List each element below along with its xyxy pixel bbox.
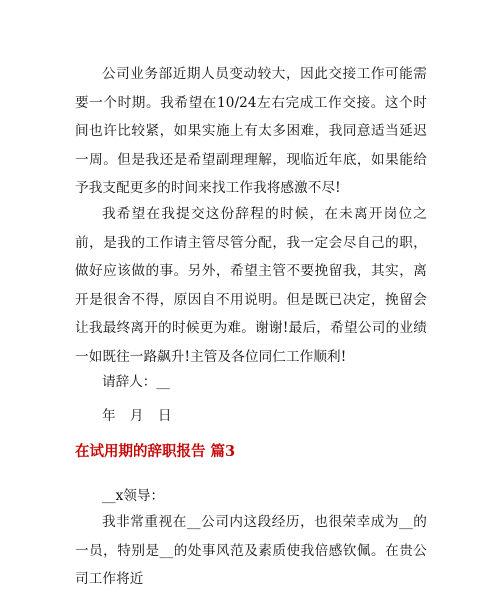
date-day-label: 日 — [157, 408, 172, 424]
salutation-line: __x领导： — [102, 488, 165, 504]
date-line — [102, 406, 181, 426]
body-paragraph-intro: 我非常重视在__公司内这段经历，也很荣幸成为__的一员，特别是__的处事风范及素质使我倍感钦佩。在贵公司工作将近 — [75, 514, 427, 588]
body-paragraph-request: 我希望在我提交这份辞程的时候，在未离开岗位之前，是我的工作请主管尽管分配，我一定会尽自己的职，做好应该做的事。另外，希望主管不要挽留我，其实，离开是很舍不得，原因自不用说明。但是既已决定，挽留会让我最终离开的时候更为难。谢谢!最后，希望公司的业绩一如既往一路飙升!主管及各位同仁工作顺利! — [75, 206, 427, 365]
section-heading: 在试用期的辞职报告 篇3 — [75, 443, 236, 460]
date-year-label: 年 — [102, 408, 116, 424]
body-paragraph-handover: 公司业务部近期人员变动较大，因此交接工作可能需要一个时期。我希望在10/24左右完成工作交接。这个时间也许比较紧，如果实施上有太多困难，我同意适当延迟一周。但是我还是希望副理理解，现临近年底，如果能给予我支配更多的时间来找工作我将感激不尽! — [75, 66, 427, 197]
date-month-label: 月 — [129, 408, 144, 424]
signer-line: 请辞人：__ — [102, 374, 170, 390]
